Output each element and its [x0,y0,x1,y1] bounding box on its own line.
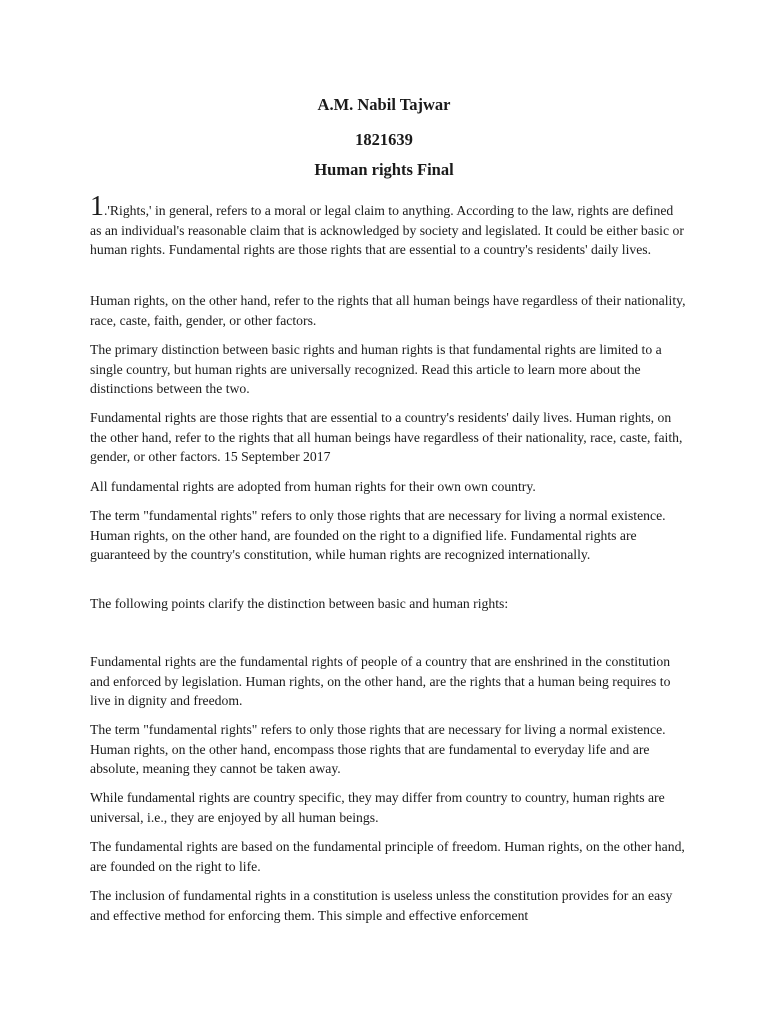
paragraph-text: The term "fundamental rights" refers to only those rights that are necessary for living a normal existence. Human rights, on the other hand, are founded on the right to a dignified life. Fundamental rights are guaranteed by the country's constitution, while human rights are recognized internationally. [90,508,666,562]
paragraph-text: Human rights, on the other hand, refer to the rights that all human beings have regardless of their nationality, race, caste, faith, gender, or other factors. [90,293,686,328]
paragraph-7 [90,594,688,614]
paragraph-8 [90,652,688,711]
paragraph-text: The fundamental rights are based on the fundamental principle of freedom. Human rights, on the other hand, are founded on the right to life. [90,839,685,874]
paragraph-1-text: .'Rights,' in general, refers to a moral or legal claim to anything. According to the law, rights are defined as an individual's reasonable claim that is acknowledged by society and legislated. It could be either basic or human rights. Fundamental rights are those rights that are essential to a country's residents' daily lives. [90,203,684,257]
paragraph-3 [90,340,688,399]
paragraph-9 [90,720,688,779]
student-id: 1821639 [355,130,413,149]
paragraph-text: The primary distinction between basic rights and human rights is that fundamental rights are limited to a single country, but human rights are universally recognized. Read this article to learn more about the distinctions between the two. [90,342,662,396]
paragraph-1 [90,191,688,260]
paragraph-11 [90,837,688,876]
paragraph-text: All fundamental rights are adopted from human rights for their own own country. [90,479,536,494]
dropcap-number: 1 [90,191,104,222]
paragraph-text: The following points clarify the distinction between basic and human rights: [90,596,509,611]
paragraph-2 [90,291,688,330]
paragraph-10 [90,788,688,827]
paragraph-5 [90,477,688,497]
author-name: A.M. Nabil Tajwar [317,95,451,114]
paragraph-text: While fundamental rights are country specific, they may differ from country to country, human rights are universal, i.e., they are enjoyed by all human beings. [90,790,665,825]
paragraph-text: Fundamental rights are the fundamental rights of people of a country that are enshrined in the constitution and enforced by legislation. Human rights, on the other hand, are the rights that a human being requires to live in dignity and freedom. [90,654,671,708]
paragraph-4 [90,408,688,467]
paragraph-12 [90,886,688,925]
paragraph-text: The inclusion of fundamental rights in a constitution is useless unless the constitution provides for an easy and effective method for enforcing them. This simple and effective enforcement [90,888,673,923]
paragraph-6 [90,506,688,565]
paragraph-text: Fundamental rights are those rights that are essential to a country's residents' daily lives. Human rights, on the other hand, refer to the rights that all human beings have regardless of their nationality, race, caste, faith, gender, or other factors. 15 September 2017 [90,410,683,464]
document-title: Human rights Final [314,160,454,179]
paragraph-text: The term "fundamental rights" refers to only those rights that are necessary for living a normal existence. Human rights, on the other hand, encompass those rights that are fundamental to everyday life and are absolute, meaning they cannot be taken away. [90,722,666,776]
